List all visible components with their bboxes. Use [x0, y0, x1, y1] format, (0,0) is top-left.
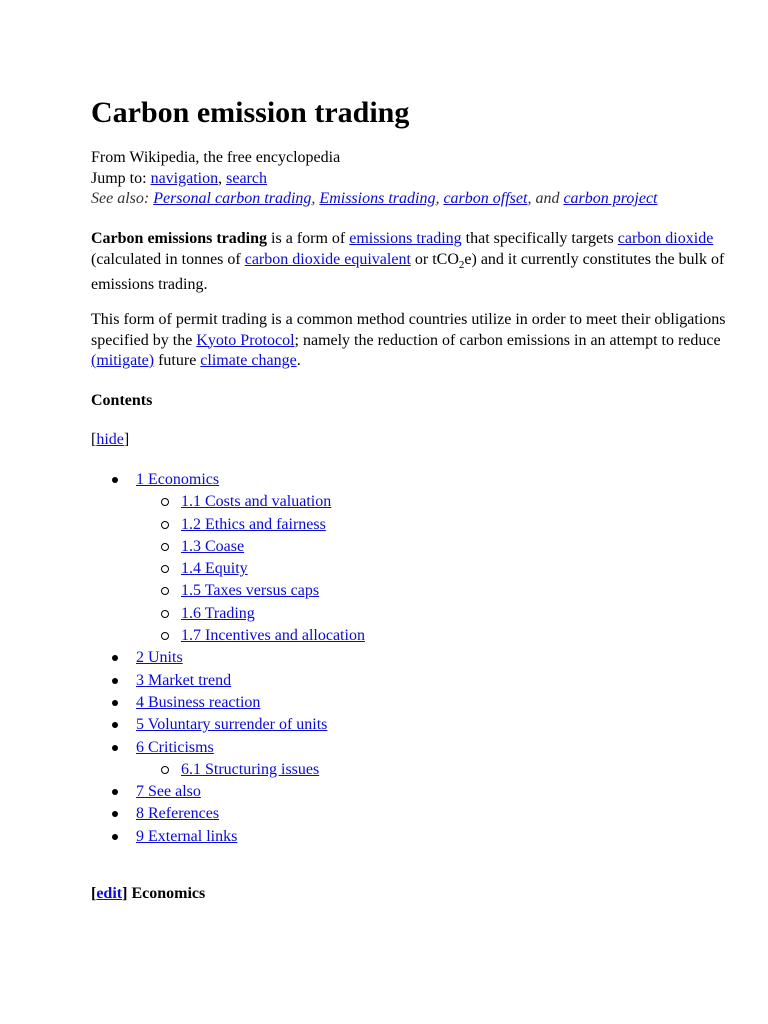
intro-paragraph-1: [91, 229, 731, 296]
section-title: Economics: [131, 885, 206, 902]
see-also-and: , and: [527, 190, 564, 207]
paragraph-text: is a form of: [267, 230, 350, 247]
toc-subitem: [181, 536, 365, 558]
search-link[interactable]: search: [226, 170, 267, 187]
see-also-link-emissions-trading[interactable]: Emissions trading: [319, 190, 436, 207]
toc-link-references[interactable]: 8 References: [136, 805, 220, 823]
toc-subitem: [181, 514, 365, 536]
toc-link-trading[interactable]: 1.6 Trading: [181, 604, 255, 622]
toc-link-incentives-and-allocation[interactable]: 1.7 Incentives and allocation: [181, 627, 365, 645]
kyoto-protocol-link[interactable]: Kyoto Protocol: [196, 331, 295, 349]
jump-separator: ,: [218, 170, 227, 187]
paragraph-text: that specifically targets: [461, 230, 618, 247]
toc-item: [136, 781, 365, 803]
toc-item: [136, 469, 365, 647]
see-also-prefix: See also:: [91, 190, 154, 207]
carbon-dioxide-equivalent-link[interactable]: carbon dioxide equivalent: [244, 250, 411, 268]
toc-link-taxes-versus-caps[interactable]: 1.5 Taxes versus caps: [181, 582, 320, 600]
toc-toggle-open-bracket: [: [91, 431, 97, 448]
toc-sublist: [136, 759, 365, 781]
paragraph-text: This form of permit trading is a common method countries utilize in order to meet their obligations specified by the: [91, 311, 726, 349]
page-title: Carbon emission trading: [91, 96, 410, 129]
toc-link-costs-and-valuation[interactable]: 1.1 Costs and valuation: [181, 493, 332, 511]
edit-close-bracket: ]: [122, 885, 132, 902]
see-also-link-personal-carbon-trading[interactable]: Personal carbon trading: [153, 190, 312, 207]
subscript: 2: [458, 258, 465, 271]
toc-link-economics[interactable]: 1 Economics: [136, 471, 220, 488]
toc-link-coase[interactable]: 1.3 Coase: [181, 537, 245, 555]
toc-item: [136, 737, 365, 782]
toc-item: [136, 714, 365, 736]
toc-link-structuring-issues[interactable]: 6.1 Structuring issues: [181, 760, 320, 778]
paragraph-text: ; namely the reduction of carbon emissions in an attempt to reduce: [294, 331, 721, 349]
toc-item: [136, 670, 365, 692]
toc-subitem: [181, 558, 365, 580]
toc-toggle: [91, 430, 129, 450]
toc-item: [136, 692, 365, 714]
toc-subitem: [181, 491, 365, 513]
toc-item: [136, 803, 365, 825]
toc-link-equity[interactable]: 1.4 Equity: [181, 560, 248, 578]
toc-link-external-links[interactable]: 9 External links: [136, 827, 238, 845]
toc-link-voluntary-surrender[interactable]: 5 Voluntary surrender of units: [136, 716, 328, 734]
carbon-dioxide-link[interactable]: carbon dioxide: [617, 230, 714, 247]
see-also-link-carbon-project[interactable]: carbon project: [563, 190, 658, 207]
intro-paragraph-2: [91, 310, 731, 372]
toc-sublist: [136, 491, 365, 647]
toc-toggle-close-bracket: ]: [123, 431, 130, 448]
toc-subitem: [181, 603, 365, 625]
paragraph-text: .: [296, 352, 301, 369]
toc-item: [136, 647, 365, 669]
see-also-link-carbon-offset[interactable]: carbon offset: [443, 190, 528, 207]
table-of-contents: [91, 469, 365, 848]
mitigate-link[interactable]: (mitigate): [91, 352, 155, 369]
toc-hide-link[interactable]: hide: [96, 431, 124, 448]
see-also-separator: ,: [435, 190, 444, 207]
toc-title: Contents: [91, 392, 153, 409]
see-also-separator: ,: [311, 190, 320, 207]
paragraph-text: future: [154, 352, 201, 369]
navigation-link[interactable]: navigation: [150, 170, 219, 187]
site-subtitle: From Wikipedia, the free encyclopedia: [91, 149, 341, 166]
climate-change-link[interactable]: climate change: [200, 352, 297, 369]
toc-link-market-trend[interactable]: 3 Market trend: [136, 671, 232, 689]
jump-to: [91, 169, 267, 189]
emissions-trading-link[interactable]: emissions trading: [349, 230, 462, 247]
toc-link-criticisms[interactable]: 6 Criticisms: [136, 738, 214, 756]
toc-link-units[interactable]: 2 Units: [136, 649, 183, 667]
section-heading-economics: [91, 884, 205, 904]
paragraph-text: or tCO: [410, 250, 459, 268]
toc-subitem: [181, 759, 365, 781]
paragraph-text: e) and it currently constitutes the bulk of emissions trading.: [91, 250, 725, 294]
toc-item: [136, 826, 365, 848]
bold-term: Carbon emissions trading: [91, 230, 268, 247]
edit-open-bracket: [: [91, 885, 97, 902]
edit-section-link[interactable]: edit: [96, 885, 123, 902]
toc-link-ethics-and-fairness[interactable]: 1.2 Ethics and fairness: [181, 515, 326, 533]
jump-prefix: Jump to:: [91, 170, 151, 187]
toc-link-business-reaction[interactable]: 4 Business reaction: [136, 693, 261, 711]
toc-link-see-also[interactable]: 7 See also: [136, 783, 201, 801]
paragraph-text: (calculated in tonnes of: [91, 250, 245, 268]
toc-subitem: [181, 625, 365, 647]
see-also-hatnote: [91, 189, 658, 209]
toc-subitem: [181, 580, 365, 602]
